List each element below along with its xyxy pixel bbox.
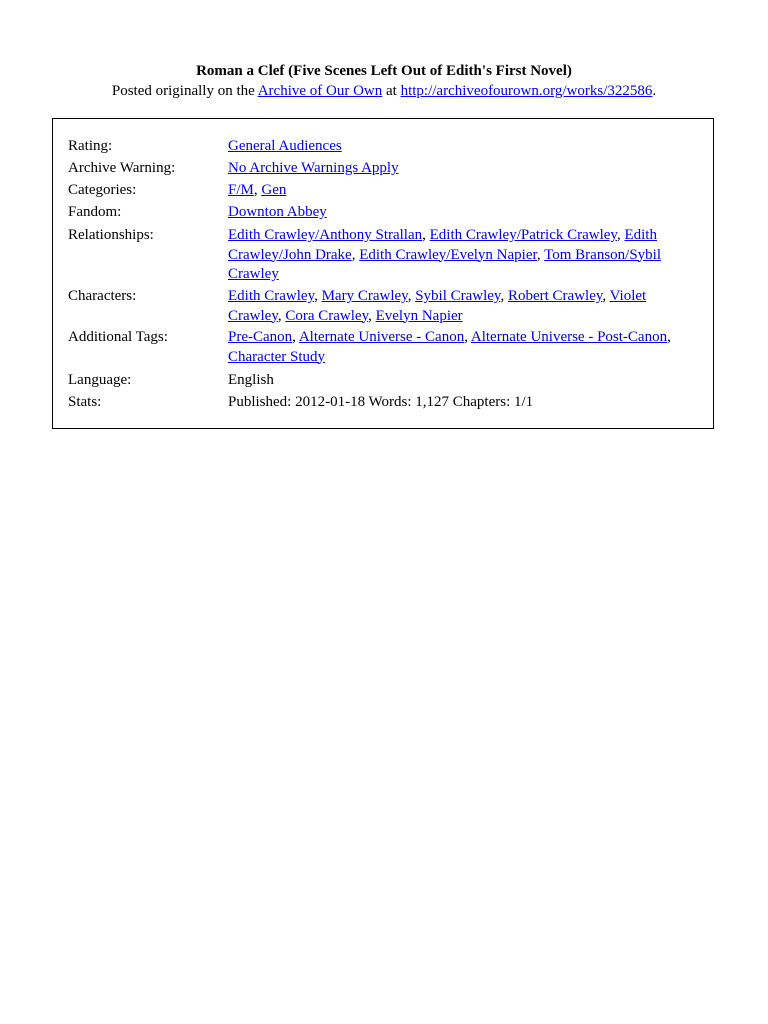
category-link[interactable]: Gen — [261, 182, 287, 198]
tag-link[interactable]: Character Study — [228, 348, 326, 365]
tag-link[interactable]: Alternate Universe - Post-Canon — [470, 329, 668, 345]
fandom-link[interactable]: Downton Abbey — [228, 204, 327, 220]
relationship-link[interactable]: Edith Crawley/Patrick Crawley — [429, 227, 617, 243]
rating-label: Rating: — [68, 138, 113, 154]
relationship-link[interactable]: Edith Crawley/John Drake — [228, 227, 657, 263]
archive-link[interactable]: Archive of Our Own — [257, 83, 383, 99]
fandom-label: Fandom: — [68, 204, 122, 220]
additional-tags-label: Additional Tags: — [68, 329, 168, 345]
work-meta-box — [52, 118, 714, 429]
character-link[interactable]: Sybil Crawley — [415, 288, 501, 304]
character-link[interactable]: Violet Crawley — [228, 288, 647, 324]
warning-value — [228, 159, 700, 179]
category-link[interactable]: F/M — [228, 182, 254, 198]
tag-link[interactable]: Pre-Canon — [228, 329, 293, 345]
work-title: Roman a Clef (Five Scenes Left Out of Edith's First Novel) — [196, 63, 572, 79]
warning-label: Archive Warning: — [68, 160, 176, 176]
tag-link[interactable]: Alternate Universe - Canon — [298, 329, 465, 345]
rating-value — [228, 137, 700, 157]
stats-value: Published: 2012-01-18 Words: 1,127 Chapters: 1/1 — [228, 394, 534, 410]
work-header — [0, 61, 768, 101]
posted-suffix: . — [652, 83, 657, 99]
work-url-link[interactable]: http://archiveofourown.org/works/322586 — [400, 83, 653, 99]
categories-value: F/M, Gen — [228, 182, 287, 198]
categories-label: Categories: — [68, 182, 137, 198]
rating-link[interactable]: General Audiences — [228, 138, 342, 154]
fandom-value — [228, 203, 700, 223]
relationship-link[interactable]: Edith Crawley/Evelyn Napier — [359, 246, 537, 263]
character-link[interactable]: Robert Crawley — [507, 288, 603, 304]
language-value: English — [228, 372, 274, 388]
stats-label: Stats: — [68, 394, 102, 410]
characters-value: Edith Crawley, Mary Crawley, Sybil Crawley, Robert Crawley, Violet Crawley, Cora Crawley, Evelyn Napier — [228, 288, 647, 324]
relationships-label: Relationships: — [68, 227, 154, 243]
relationships-value: Edith Crawley/Anthony Strallan, Edith Crawley/Patrick Crawley, Edith Crawley/John Drake, Edith Crawley/Evelyn Napier, Tom Branson/Sybil Crawley — [228, 227, 662, 282]
relationship-link[interactable]: Tom Branson/Sybil Crawley — [228, 246, 662, 282]
posted-line — [0, 81, 768, 101]
character-link[interactable]: Mary Crawley — [321, 288, 408, 304]
character-link[interactable]: Evelyn Napier — [375, 307, 463, 324]
additional-tags-value: Pre-Canon, Alternate Universe - Canon, Alternate Universe - Post-Canon, Character Study — [228, 329, 671, 365]
characters-label: Characters: — [68, 288, 137, 304]
warning-link[interactable]: No Archive Warnings Apply — [228, 160, 399, 176]
language-label: Language: — [68, 372, 132, 388]
character-link[interactable]: Cora Crawley — [285, 307, 369, 324]
relationship-link[interactable]: Edith Crawley/Anthony Strallan — [228, 227, 423, 243]
posted-middle: at — [382, 83, 401, 99]
posted-prefix: Posted originally on the — [111, 83, 258, 99]
character-link[interactable]: Edith Crawley — [228, 288, 315, 304]
